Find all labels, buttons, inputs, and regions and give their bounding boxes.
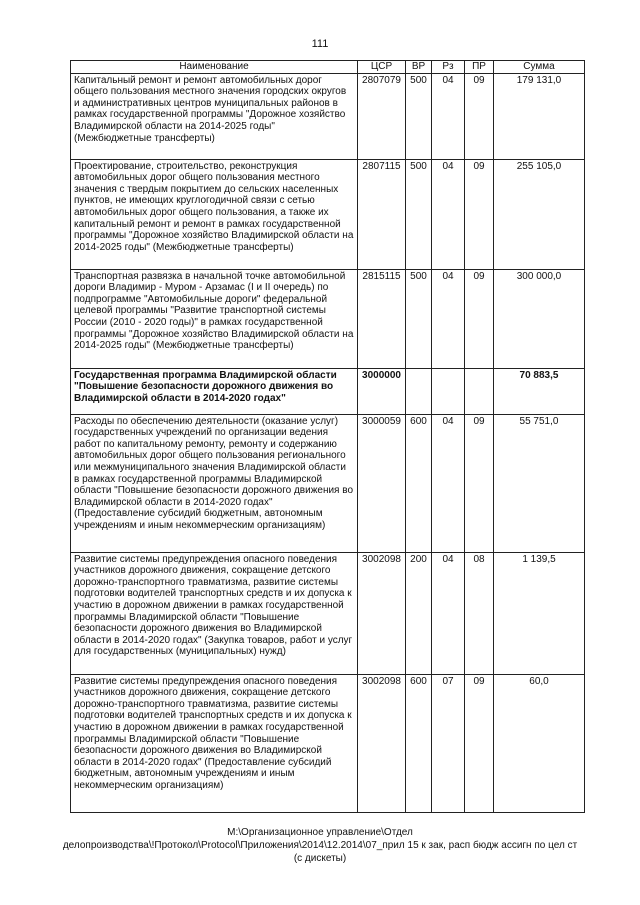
row-rz: 04 (432, 73, 465, 159)
row-pr: 09 (465, 269, 494, 368)
row-rz: 04 (432, 159, 465, 269)
row-rz: 04 (432, 414, 465, 552)
row-vr: 500 (406, 269, 432, 368)
row-vr: 600 (406, 414, 432, 552)
row-csr: 3002098 (358, 552, 406, 674)
header-rz: Рз (432, 61, 465, 74)
header-csr: ЦСР (358, 61, 406, 74)
table-row (71, 552, 585, 674)
row-vr (406, 368, 432, 414)
table-row (71, 674, 585, 812)
table-row (71, 73, 585, 159)
row-csr: 2807079 (358, 73, 406, 159)
row-vr: 500 (406, 159, 432, 269)
table-row (71, 269, 585, 368)
footer-line: (с дискеты) (293, 853, 347, 864)
row-rz: 07 (432, 674, 465, 812)
row-name: Капитальный ремонт и ремонт автомобильных дорог общего пользования местного значения городских округов и административных центров муниципальных районов в рамках государственной программы "Дорожное хозяйство Владимирской области на 2014-2025 годы" (Межбюджетные трансферты) (71, 73, 358, 159)
row-sum: 179 131,0 (494, 73, 585, 159)
row-name: Транспортная развязка в начальной точке автомобильной дороги Владимир - Муром - Арзамас (I и II очередь) по подпрограмме "Автомобильные дороги" федеральной целевой программы "Развитие транспортной системы России (2010 - 2020 годы)" в рамках государственной программы "Дорожное хозяйство Владимирской области на 2014-2025 годы" (Межбюджетные трансферты) (71, 269, 358, 368)
row-sum: 60,0 (494, 674, 585, 812)
row-name: Развитие системы предупреждения опасного поведения участников дорожного движения, сокращение детского дорожно-транспортного травматизма, развитие системы подготовки водителей транспортных средств и их допуска к участию в дорожном движении в рамках государственной программы Владимирской области "Повышение безопасности дорожного движения во Владимирской области в 2014-2020 годах" (Закупка товаров, работ и услуг для государственных (муниципальных) нужд) (71, 552, 358, 674)
table-header-row (71, 61, 585, 74)
footer-line: делопроизводства\!Протокол\Protocol\Приложения\2014\12.2014\07_прил 15 к зак, расп бюдж ассигн по цел ст (62, 840, 578, 851)
footer-path (0, 826, 640, 865)
footer-line: M:\Организационное управление\Отдел (227, 827, 413, 838)
row-pr: 09 (465, 73, 494, 159)
budget-table (70, 60, 585, 813)
row-sum: 300 000,0 (494, 269, 585, 368)
table-row (71, 414, 585, 552)
row-name: Государственная программа Владимирской области "Повышение безопасности дорожного движения во Владимирской области в 2014-2020 годах" (71, 368, 358, 414)
page-number: 111 (311, 38, 329, 50)
row-vr: 600 (406, 674, 432, 812)
row-sum: 255 105,0 (494, 159, 585, 269)
row-csr: 2807115 (358, 159, 406, 269)
row-csr: 3000000 (358, 368, 406, 414)
row-rz (432, 368, 465, 414)
row-csr: 3002098 (358, 674, 406, 812)
row-pr: 09 (465, 159, 494, 269)
header-vr: ВР (406, 61, 432, 74)
row-sum: 70 883,5 (494, 368, 585, 414)
row-name: Развитие системы предупреждения опасного поведения участников дорожного движения, сокращение детского дорожно-транспортного травматизма, развитие системы подготовки водителей транспортных средств и их допуска к участию в дорожном движении в рамках государственной программы Владимирской области "Повышение безопасности дорожного движения во Владимирской области в 2014-2020 годах" (Предоставление субсидий бюджетным, автономным учреждениям и иным некоммерческим организациям) (71, 674, 358, 812)
row-rz: 04 (432, 552, 465, 674)
header-sum: Сумма (494, 61, 585, 74)
row-csr: 3000059 (358, 414, 406, 552)
row-csr: 2815115 (358, 269, 406, 368)
row-name: Расходы по обеспечению деятельности (оказание услуг) государственных учреждений по организации ведения работ по капитальному ремонту, ремонту и содержанию автомобильных дорог общего пользования регионального или межмуниципального значения Владимирской области в рамках государственной программы Владимирской области "Повышение безопасности дорожного движения во Владимирской области в 2014-2020 годах" (Предоставление субсидий бюджетным, автономным учреждениям и иным некоммерческим организациям) (71, 414, 358, 552)
header-name: Наименование (71, 61, 358, 74)
table-row (71, 159, 585, 269)
row-pr (465, 368, 494, 414)
row-pr: 09 (465, 674, 494, 812)
row-pr: 08 (465, 552, 494, 674)
row-pr: 09 (465, 414, 494, 552)
table-row-program (71, 368, 585, 414)
row-rz: 04 (432, 269, 465, 368)
row-vr: 500 (406, 73, 432, 159)
row-sum: 1 139,5 (494, 552, 585, 674)
header-pr: ПР (465, 61, 494, 74)
row-vr: 200 (406, 552, 432, 674)
row-sum: 55 751,0 (494, 414, 585, 552)
row-name: Проектирование, строительство, реконструкция автомобильных дорог общего пользования местного значения с твердым покрытием до сельских населенных пунктов, не имеющих круглогодичной связи с сетью автомобильных дорог общего пользования, а также их капитальный ремонт и ремонт в рамках государственной программы "Дорожное хозяйство Владимирской области на 2014-2025 годы" (Межбюджетные трансферты) (71, 159, 358, 269)
